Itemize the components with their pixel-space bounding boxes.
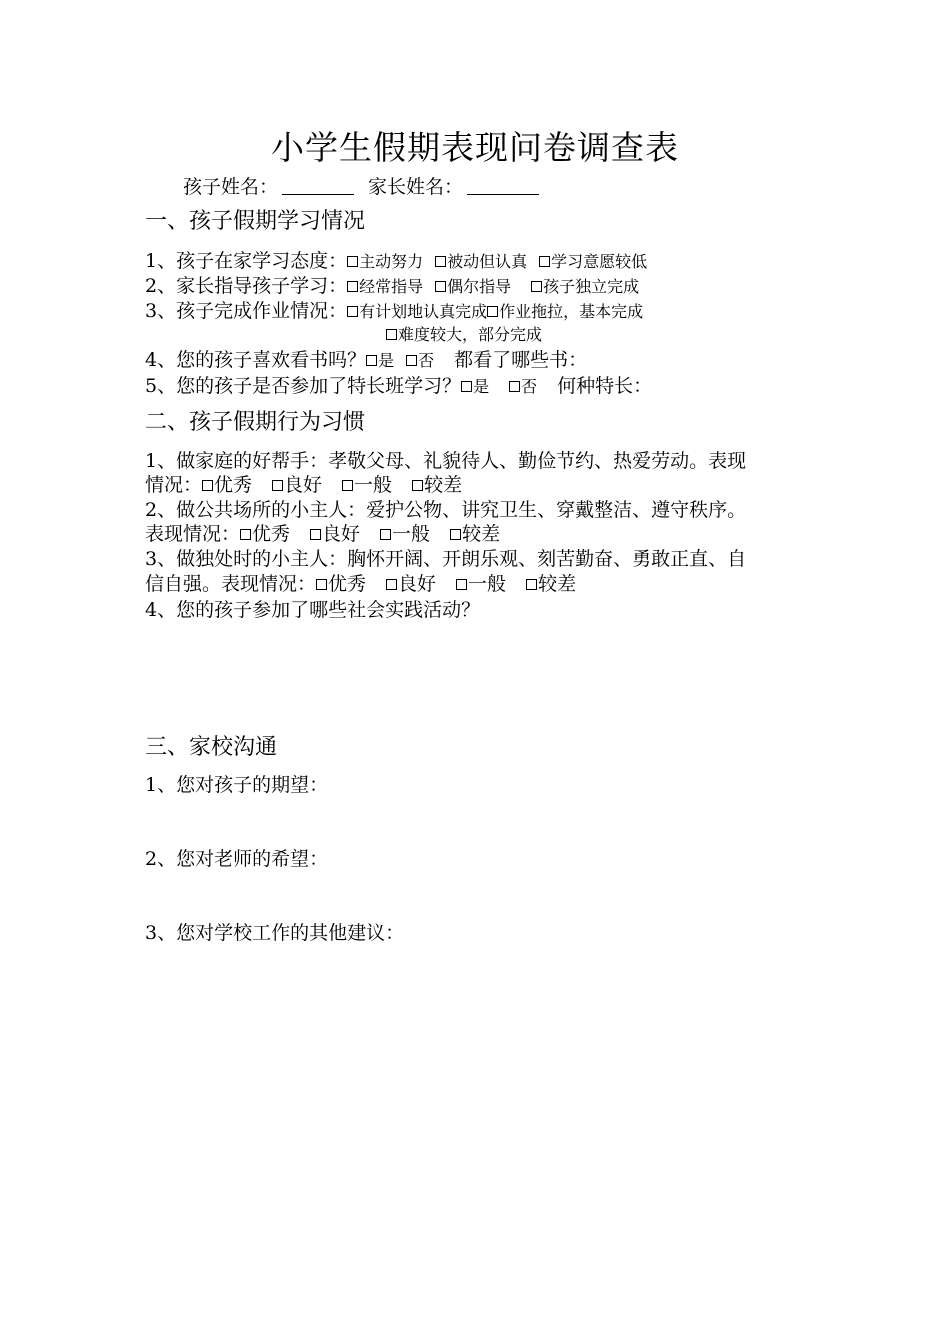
checkbox[interactable] [342,480,353,491]
rating-label: 一般 [354,474,393,496]
s2-question-3-line2 [145,575,576,594]
s1q1-label: 1、孩子在家学习态度： [145,250,348,272]
rating-label: 优秀 [252,523,291,545]
parent-name-blank[interactable] [467,176,539,195]
s2-question-2-line1: 2、做公共场所的小主人：爱护公物、讲究卫生、穿戴整洁、遵守秩序。 [145,499,747,521]
option-label: 否 [521,377,538,396]
option-label: 学习意愿较低 [551,252,648,271]
s3-question-1: 1、您对孩子的期望： [145,774,329,796]
s1q2-options [347,277,639,296]
option-label: 经常指导 [359,277,424,296]
s1q4-options [366,351,434,370]
checkbox[interactable] [347,281,358,292]
s1-question-3-cont [386,327,542,343]
rating-label: 一般 [392,523,431,545]
checkbox[interactable] [509,381,520,392]
s1q5-label: 5、您的孩子是否参加了特长班学习？ [145,375,462,397]
option-label: 偶尔指导 [447,277,512,296]
checkbox[interactable] [347,306,358,317]
s1q1-options [347,252,647,271]
s2-question-2-line2 [145,525,500,544]
option-label: 孩子独立完成 [543,277,640,296]
s1-question-2 [145,277,639,296]
rating-label: 较差 [538,573,577,595]
section3-heading: 三、家校沟通 [145,735,278,760]
checkbox[interactable] [366,355,377,366]
checkbox[interactable] [450,529,461,540]
s3-question-2: 2、您对老师的希望： [145,848,329,870]
s1-question-5 [145,377,652,396]
name-fields [183,176,553,197]
section1-heading: 一、孩子假期学习情况 [145,209,366,234]
rating-label: 较差 [424,474,463,496]
checkbox[interactable] [435,256,446,267]
s1-question-3 [145,302,643,321]
s1q5-options [461,377,537,396]
checkbox[interactable] [272,480,283,491]
page-title: 小学生假期表现问卷调查表 [271,128,679,167]
option-label: 是 [378,351,395,370]
checkbox[interactable] [386,579,397,590]
rating-label: 良好 [284,474,323,496]
child-name-blank[interactable] [282,176,354,195]
checkbox[interactable] [526,579,537,590]
checkbox[interactable] [412,480,423,491]
section2-heading: 二、孩子假期行为习惯 [145,410,366,435]
rating-label: 优秀 [214,474,253,496]
rating-label: 良好 [398,573,437,595]
checkbox[interactable] [202,480,213,491]
checkbox[interactable] [310,529,321,540]
s2-question-4: 4、您的孩子参加了哪些社会实践活动？ [145,599,481,621]
s1-question-1 [145,252,647,271]
option-label: 有计划地认真完成 [359,302,488,321]
rating-prefix: 表现情况： [145,523,241,545]
rating-label: 优秀 [328,573,367,595]
checkbox[interactable] [406,355,417,366]
option-label: 主动努力 [359,252,424,271]
s1q4-tail: 都看了哪些书： [454,349,588,371]
checkbox[interactable] [435,281,446,292]
option-label: 否 [418,351,435,370]
s2-question-3-line1: 3、做独处时的小主人：胸怀开阔、开朗乐观、刻苦勤奋、勇敢正直、自 [145,548,747,570]
s2-question-1-line2 [145,476,462,495]
rating-label: 一般 [468,573,507,595]
checkbox[interactable] [386,329,397,340]
s1q3-label: 3、孩子完成作业情况： [145,300,348,322]
option-label: 被动但认真 [447,252,528,271]
s1q3-options [347,302,643,321]
s3-question-3: 3、您对学校工作的其他建议： [145,922,405,944]
rating-label: 良好 [322,523,361,545]
checkbox[interactable] [487,306,498,317]
option-label: 作业拖拉，基本完成 [499,302,644,321]
s1-question-4 [145,351,587,370]
parent-name-label: 家长姓名： [368,176,464,198]
rating-prefix: 情况： [145,474,203,496]
option-label: 是 [473,377,490,396]
checkbox[interactable] [461,381,472,392]
checkbox[interactable] [456,579,467,590]
rating-label: 较差 [462,523,501,545]
child-name-label: 孩子姓名： [183,176,279,198]
s1q4-label: 4、您的孩子喜欢看书吗？ [145,349,367,371]
rating-prefix: 信自强。表现情况： [145,573,317,595]
checkbox[interactable] [531,281,542,292]
s2-question-1-line1: 1、做家庭的好帮手：孝敬父母、礼貌待人、勤俭节约、热爱劳动。表现 [145,450,747,472]
option-label: 难度较大，部分完成 [398,325,543,344]
s1q5-tail: 何种特长： [557,375,653,397]
checkbox[interactable] [347,256,358,267]
checkbox[interactable] [380,529,391,540]
checkbox[interactable] [240,529,251,540]
s1q2-label: 2、家长指导孩子学习： [145,275,348,297]
checkbox[interactable] [539,256,550,267]
checkbox[interactable] [316,579,327,590]
